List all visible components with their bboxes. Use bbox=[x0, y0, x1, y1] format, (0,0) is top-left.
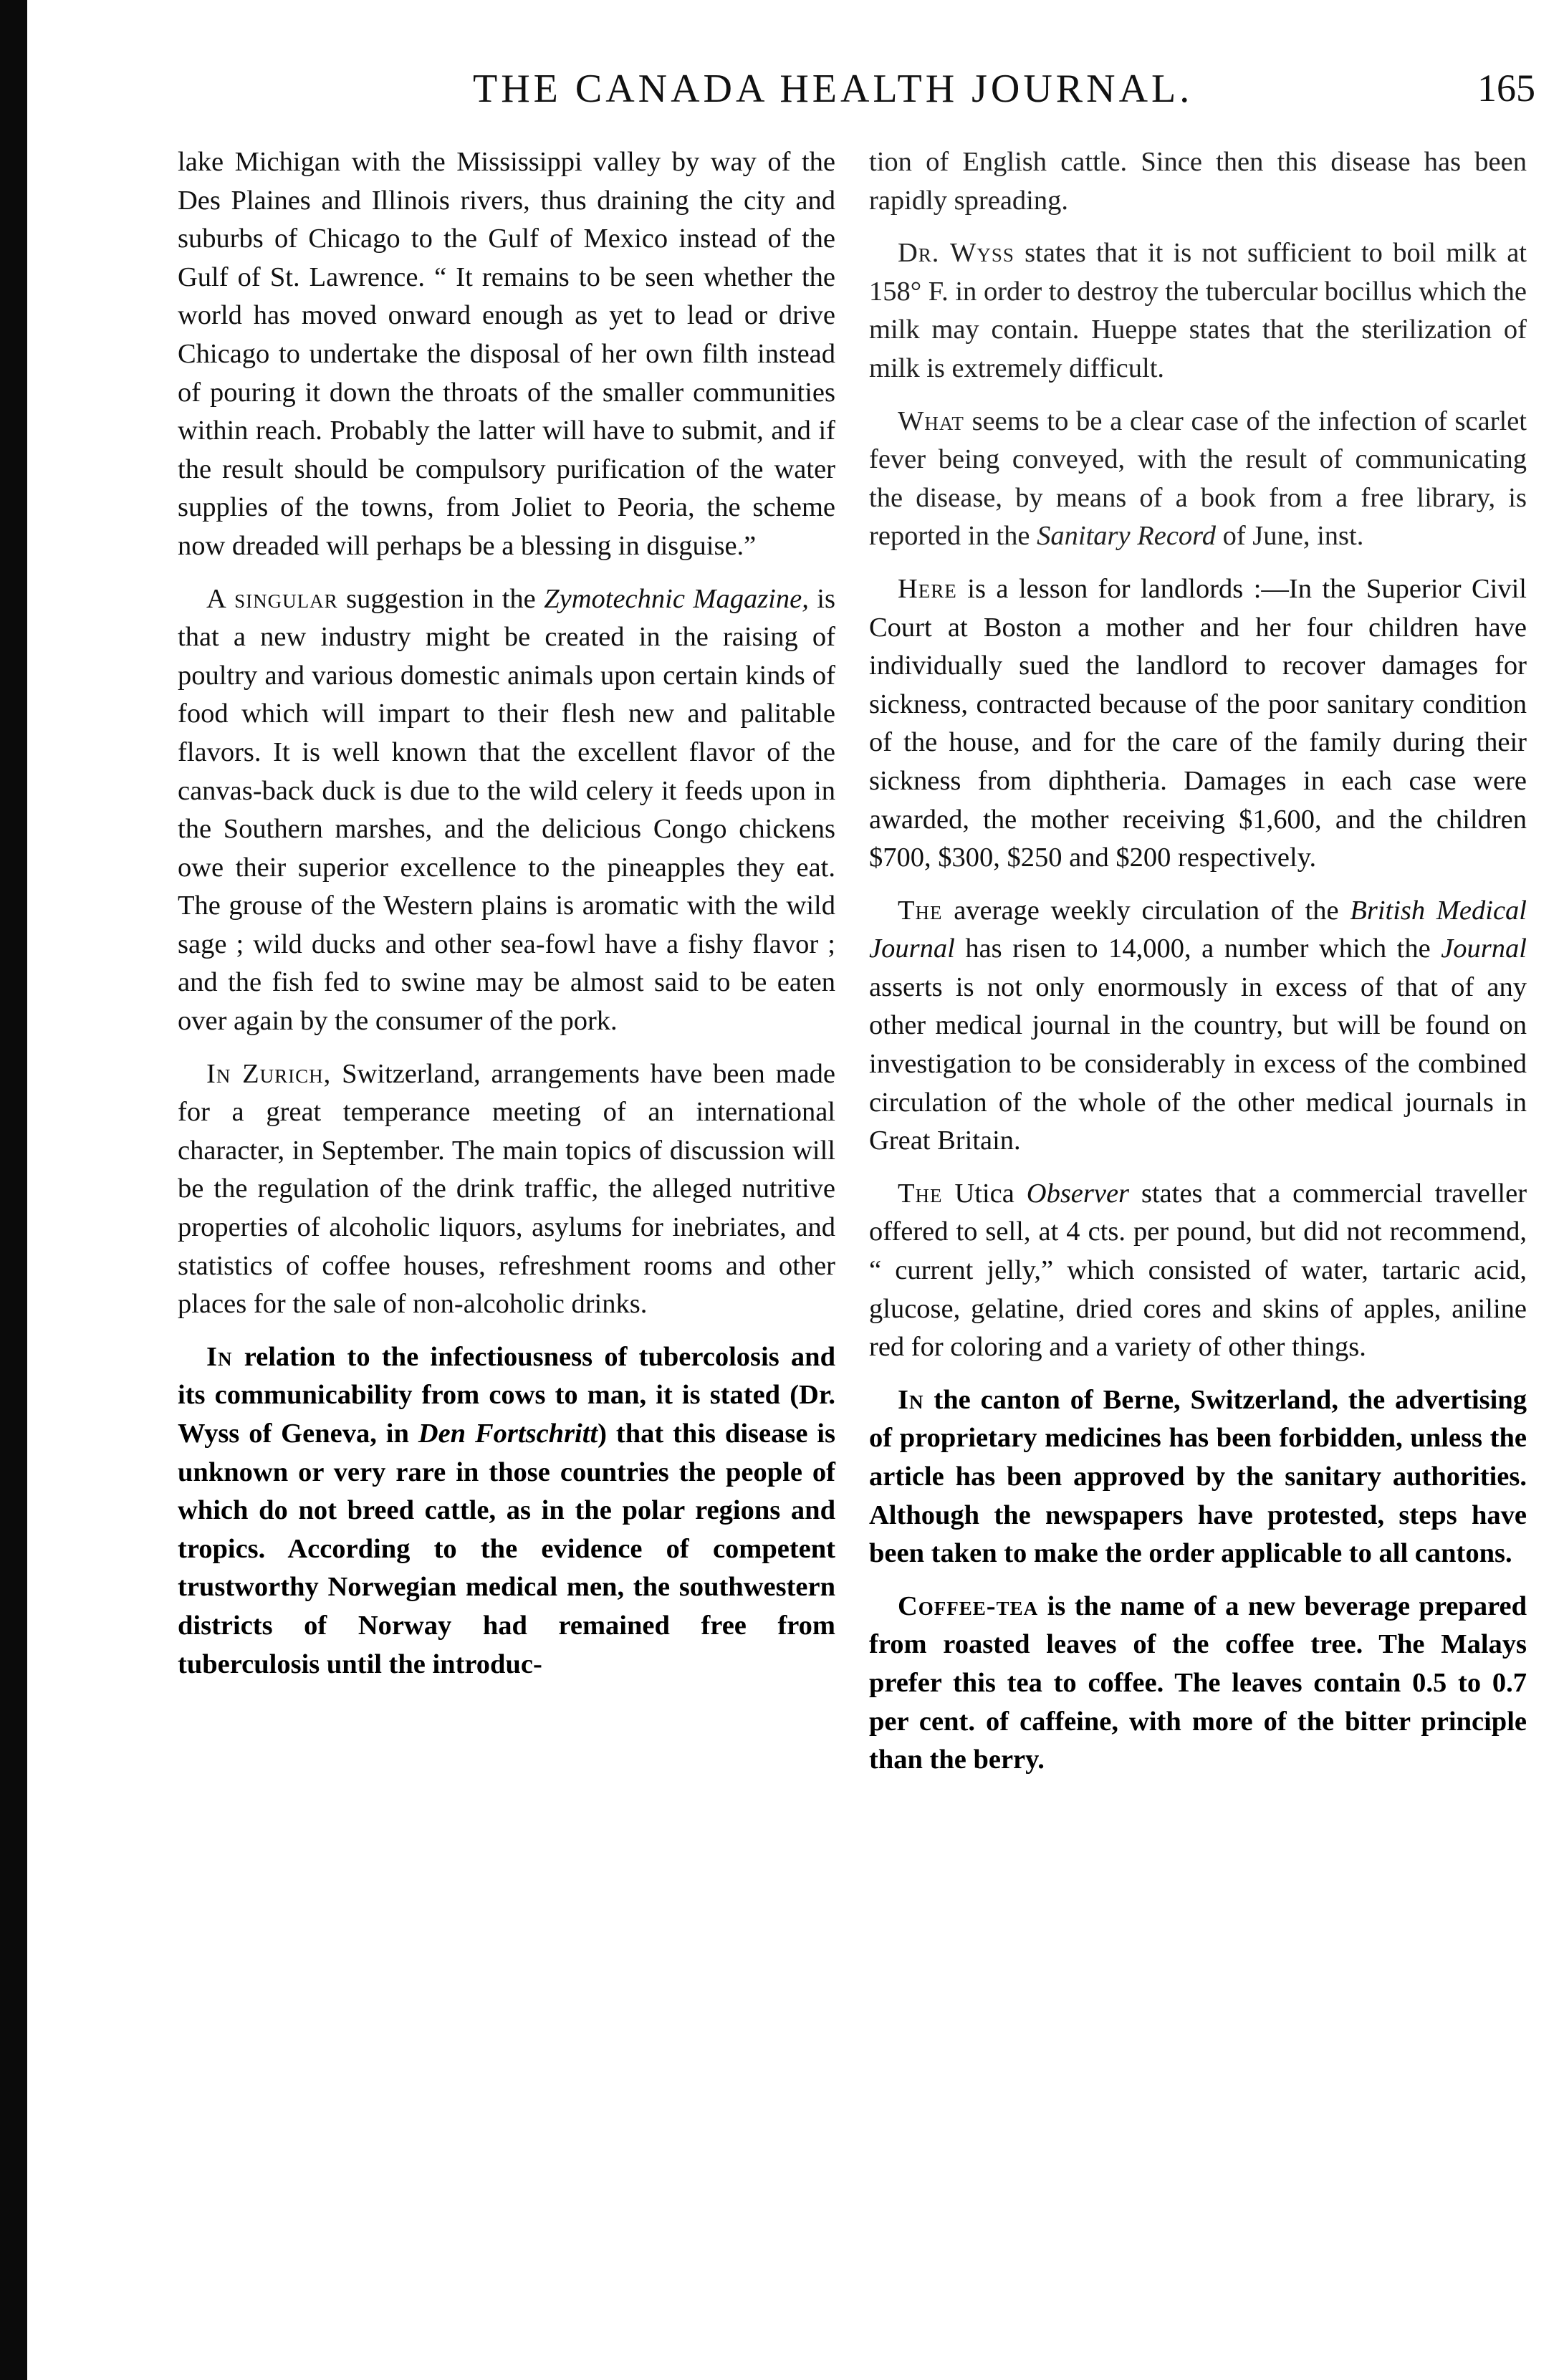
paragraph-currant-jelly bbox=[869, 1175, 1527, 1367]
paragraph-text: states that a commercial traveller offered to sell, at 4 cts. per pound, but did not recommend, “ current jelly,” which consisted of water, tartaric acid, glucose, gelatine, dried cores and skins of apples, aniline red for coloring and a variety of other things. bbox=[869, 1178, 1527, 1363]
publication-title: Zymotechnic Magazine, bbox=[544, 583, 809, 614]
paragraph-text: is a lesson for landlords :—In the Superior Civil Court at Boston a mother and her four children have individually sued the landlord to recover damages for sickness, contracted because of the poor sanitary condition of the house, and for the care of the family during their sickness from diphtheria. Damages in each case were awarded, the mother receiving $1,600, and the children $700, $300, $250 and $200 respectively. bbox=[869, 573, 1527, 873]
paragraph-lead: The bbox=[898, 895, 943, 926]
paragraph-text: lake Michigan with the Mississippi valley by way of the Des Plaines and Illinois rivers, thus draining the city and suburbs of Chicago to the Gulf of Mexico instead of the Gulf of St. Lawrence. “ It remains to be seen whether the world has moved onward enough as yet to lead or drive Chicago to undertake the disposal of her own filth instead of pouring it down the throats of the smaller communities within reach. Probably the latter will have to submit, and if the result should be compulsory purification of the water supplies of the towns, from Joliet to Peoria, the scheme now dreaded will perhaps be a blessing in disguise.” bbox=[178, 147, 835, 561]
paragraph-lead: Coffee-tea bbox=[898, 1590, 1039, 1621]
paragraph-landlords bbox=[869, 570, 1527, 878]
paragraph-text: of June, inst. bbox=[1215, 521, 1364, 552]
publication-title: Den Fortschritt bbox=[418, 1419, 598, 1449]
paragraph-zymotechnic bbox=[178, 580, 835, 1041]
paragraph-text: seems to be a clear case of the infection of scarlet fever being conveyed, with the result of communicating the disease, by means of a book from a free library, is reported in the bbox=[869, 406, 1527, 552]
paragraph-berne bbox=[869, 1381, 1527, 1573]
page-number: 165 bbox=[1477, 67, 1535, 110]
paragraph-text: average weekly circulation of the bbox=[942, 895, 1350, 926]
paragraph-text: tion of English cattle. Since then this disease has been rapidly spreading. bbox=[869, 147, 1527, 216]
paragraph-text: the canton of Berne, Switzerland, the advertising of proprietary medicines has been forbidden, unless the article has been approved by the sanitary authorities. Although the newspapers have protested, steps have been taken to make the order applicable to all cantons. bbox=[869, 1384, 1527, 1569]
paragraph-zurich bbox=[178, 1055, 835, 1324]
paragraph-lead: Dr. Wyss bbox=[898, 238, 1014, 269]
publication-title: Observer bbox=[1026, 1178, 1130, 1209]
paragraph-coffee-tea bbox=[869, 1588, 1527, 1780]
paragraph-lead: What bbox=[898, 406, 964, 436]
publication-title: Sanitary Record bbox=[1037, 521, 1216, 552]
paragraph-text: is that a new industry might be created in the raising of poultry and various domestic animals upon certain kinds of food which will impart to their flesh new and palitable flavors. It is well known that the excellent flavor of the canvas-back duck is due to the wild celery it feeds upon in the Southern marshes, and the delicious Congo chickens owe their superior excellence to the pineapples they eat. The grouse of the Western plains is aromatic with the wild sage ; wild ducks and other sea-fowl have a fishy flavor ; and the fish fed to swine may be almost said to be eaten over again by the consumer of the pork. bbox=[178, 583, 835, 1037]
paragraph-text: suggestion in the bbox=[337, 583, 544, 614]
paragraph-text: Utica bbox=[942, 1178, 1027, 1209]
paragraph-lead: A singular bbox=[206, 583, 338, 614]
publication-title: British Medical Journal bbox=[869, 895, 1527, 964]
journal-title: THE CANADA HEALTH JOURNAL. bbox=[473, 67, 1194, 111]
paragraph-text: states that it is not sufficient to boil milk at 158° F. in order to destroy the tubercular bocillus which the milk may contain. Hueppe states that the sterilization of milk is extremely difficult. bbox=[869, 238, 1527, 383]
paragraph-tuberculosis bbox=[178, 1338, 835, 1684]
paragraph-dr-wyss bbox=[869, 234, 1527, 388]
scan-edge-shadow bbox=[0, 0, 27, 2380]
paragraph-lead: In bbox=[898, 1384, 924, 1415]
paragraph-lead: In bbox=[206, 1341, 233, 1372]
paragraph-lead: The bbox=[898, 1178, 943, 1209]
publication-title: Journal bbox=[1441, 934, 1527, 964]
left-column bbox=[178, 143, 835, 1698]
paragraph-scarlet-fever bbox=[869, 403, 1527, 556]
paragraph-chicago-drainage bbox=[178, 143, 835, 566]
paragraph-bmj-circulation bbox=[869, 892, 1527, 1161]
paragraph-text: is the name of a new beverage prepared from roasted leaves of the coffee tree. The Malays prefer this tea to coffee. The leaves contain 0.5 to 0.7 per cent. of caffeine, with more of the bitter principle than the berry. bbox=[869, 1590, 1527, 1775]
running-header bbox=[165, 66, 1535, 130]
paragraph-lead: Here bbox=[898, 573, 957, 604]
paragraph-lead: In Zurich, bbox=[206, 1058, 332, 1089]
paragraph-text: Switzerland, arrangements have been made for a great temperance meeting of an international character, in September. The main topics of discussion will be the regulation of the drink traffic, the alleged nutritive properties of alcoholic liquors, asylums for inebriates, and statistics of coffee houses, refreshment rooms and other places for the sale of non-alcoholic drinks. bbox=[178, 1058, 835, 1320]
right-column bbox=[869, 143, 1527, 1794]
paragraph-text: relation to the infectiousness of tubercolosis and its communicability from cows to man, it is stated (Dr. Wyss of Geneva, in bbox=[178, 1341, 835, 1449]
paragraph-text: ) that this disease is unknown or very rare in those countries the people of which do not breed cattle, as in the polar regions and tropics. According to the evidence of competent trustworthy Norwegian medical men, the southwestern districts of Norway had remained free from tuberculosis until the introduc- bbox=[178, 1419, 835, 1679]
paragraph-english-cattle bbox=[869, 143, 1527, 220]
paragraph-text: asserts is not only enormously in excess of that of any other medical journal in the country, but will be found on investigation to be considerably in excess of the combined circulation of the whole of the other medical journals in Great Britain. bbox=[869, 971, 1527, 1156]
paragraph-text: has risen to 14,000, a number which the bbox=[954, 934, 1441, 964]
